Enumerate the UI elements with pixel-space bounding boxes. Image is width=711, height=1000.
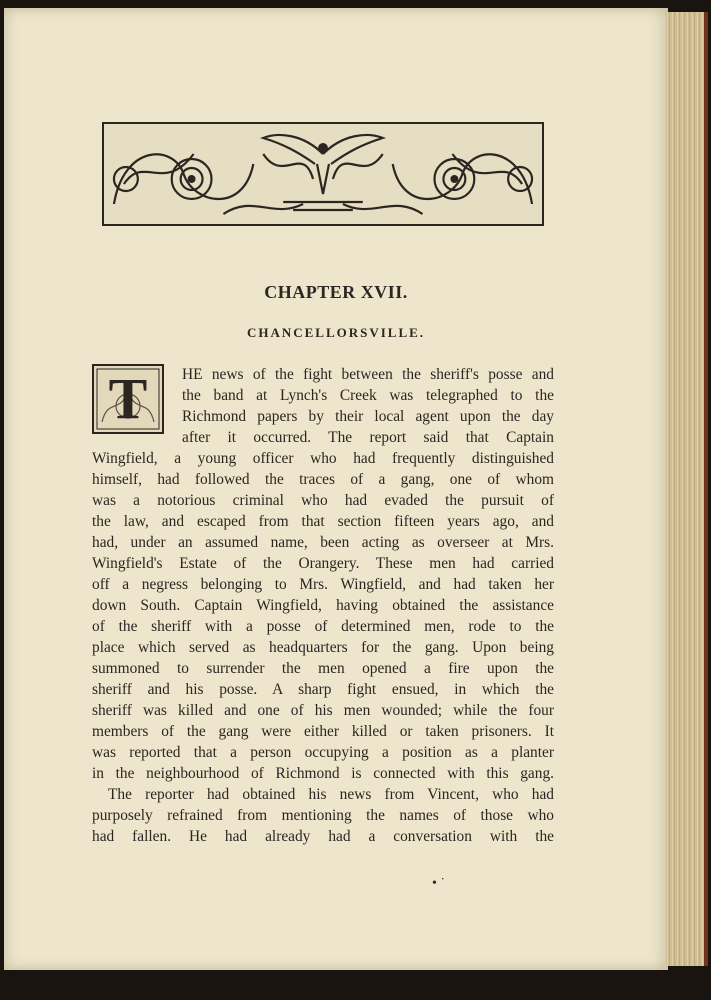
text-line: of the sheriff with a posse of determined men, rode to the xyxy=(92,618,554,635)
text-line: had fallen. He had already had a conversation with the xyxy=(92,828,554,845)
text-line: sheriff was killed and one of his men wounded; while the four xyxy=(92,702,554,719)
text-line: after it occurred. The report said that Captain xyxy=(182,429,554,446)
headpiece-engraving xyxy=(104,124,542,224)
text-line: members of the gang were either killed or taken prisoners. It xyxy=(92,723,554,740)
drop-cap-letter: T xyxy=(108,366,148,431)
text-line: had, under an assumed name, been acting as overseer at Mrs. xyxy=(92,534,554,551)
text-line: summoned to surrender the men opened a fire upon the xyxy=(92,660,554,677)
book-page xyxy=(4,8,668,970)
text-line: place which served as headquarters for the gang. Upon being xyxy=(92,639,554,656)
chapter-heading: CHAPTER XVII. xyxy=(264,282,408,302)
text-line: The reporter had obtained his news from Vincent, who had xyxy=(108,786,554,803)
text-line: the law, and escaped from that section fifteen years ago, and xyxy=(92,513,554,530)
text-line: Wingfield's Estate of the Orangery. These men had carried xyxy=(92,555,554,572)
text-line: HE news of the fight between the sheriff's posse and xyxy=(182,366,554,383)
book-page-edges xyxy=(666,12,708,966)
chapter-subtitle: CHANCELLORSVILLE. xyxy=(246,325,426,340)
text-line: sheriff and his posse. A sharp fight ensued, in which the xyxy=(92,681,554,698)
ornamental-drop-cap-icon xyxy=(92,364,164,434)
text-line: purposely refrained from mentioning the names of those who xyxy=(92,807,554,824)
eagle-scroll-headpiece-icon xyxy=(102,122,544,226)
text-line: Wingfield, a young officer who had frequently distinguished xyxy=(92,450,554,467)
text-line: the band at Lynch's Creek was telegraphed to the xyxy=(182,387,554,404)
text-line: off a negress belonging to Mrs. Wingfield, and had taken her xyxy=(92,576,554,593)
text-line: was a notorious criminal who had evaded the pursuit of xyxy=(92,492,554,509)
text-line: Richmond papers by their local agent upon the day xyxy=(182,408,554,425)
text-line: in the neighbourhood of Richmond is connected with this gang. xyxy=(92,765,554,782)
text-line: was reported that a person occupying a position as a planter xyxy=(92,744,554,761)
text-line: down South. Captain Wingfield, having obtained the assistance xyxy=(92,597,554,614)
text-line: himself, had followed the traces of a gang, one of whom xyxy=(92,471,554,488)
printer-mark-icon: • ˙ xyxy=(432,876,446,891)
